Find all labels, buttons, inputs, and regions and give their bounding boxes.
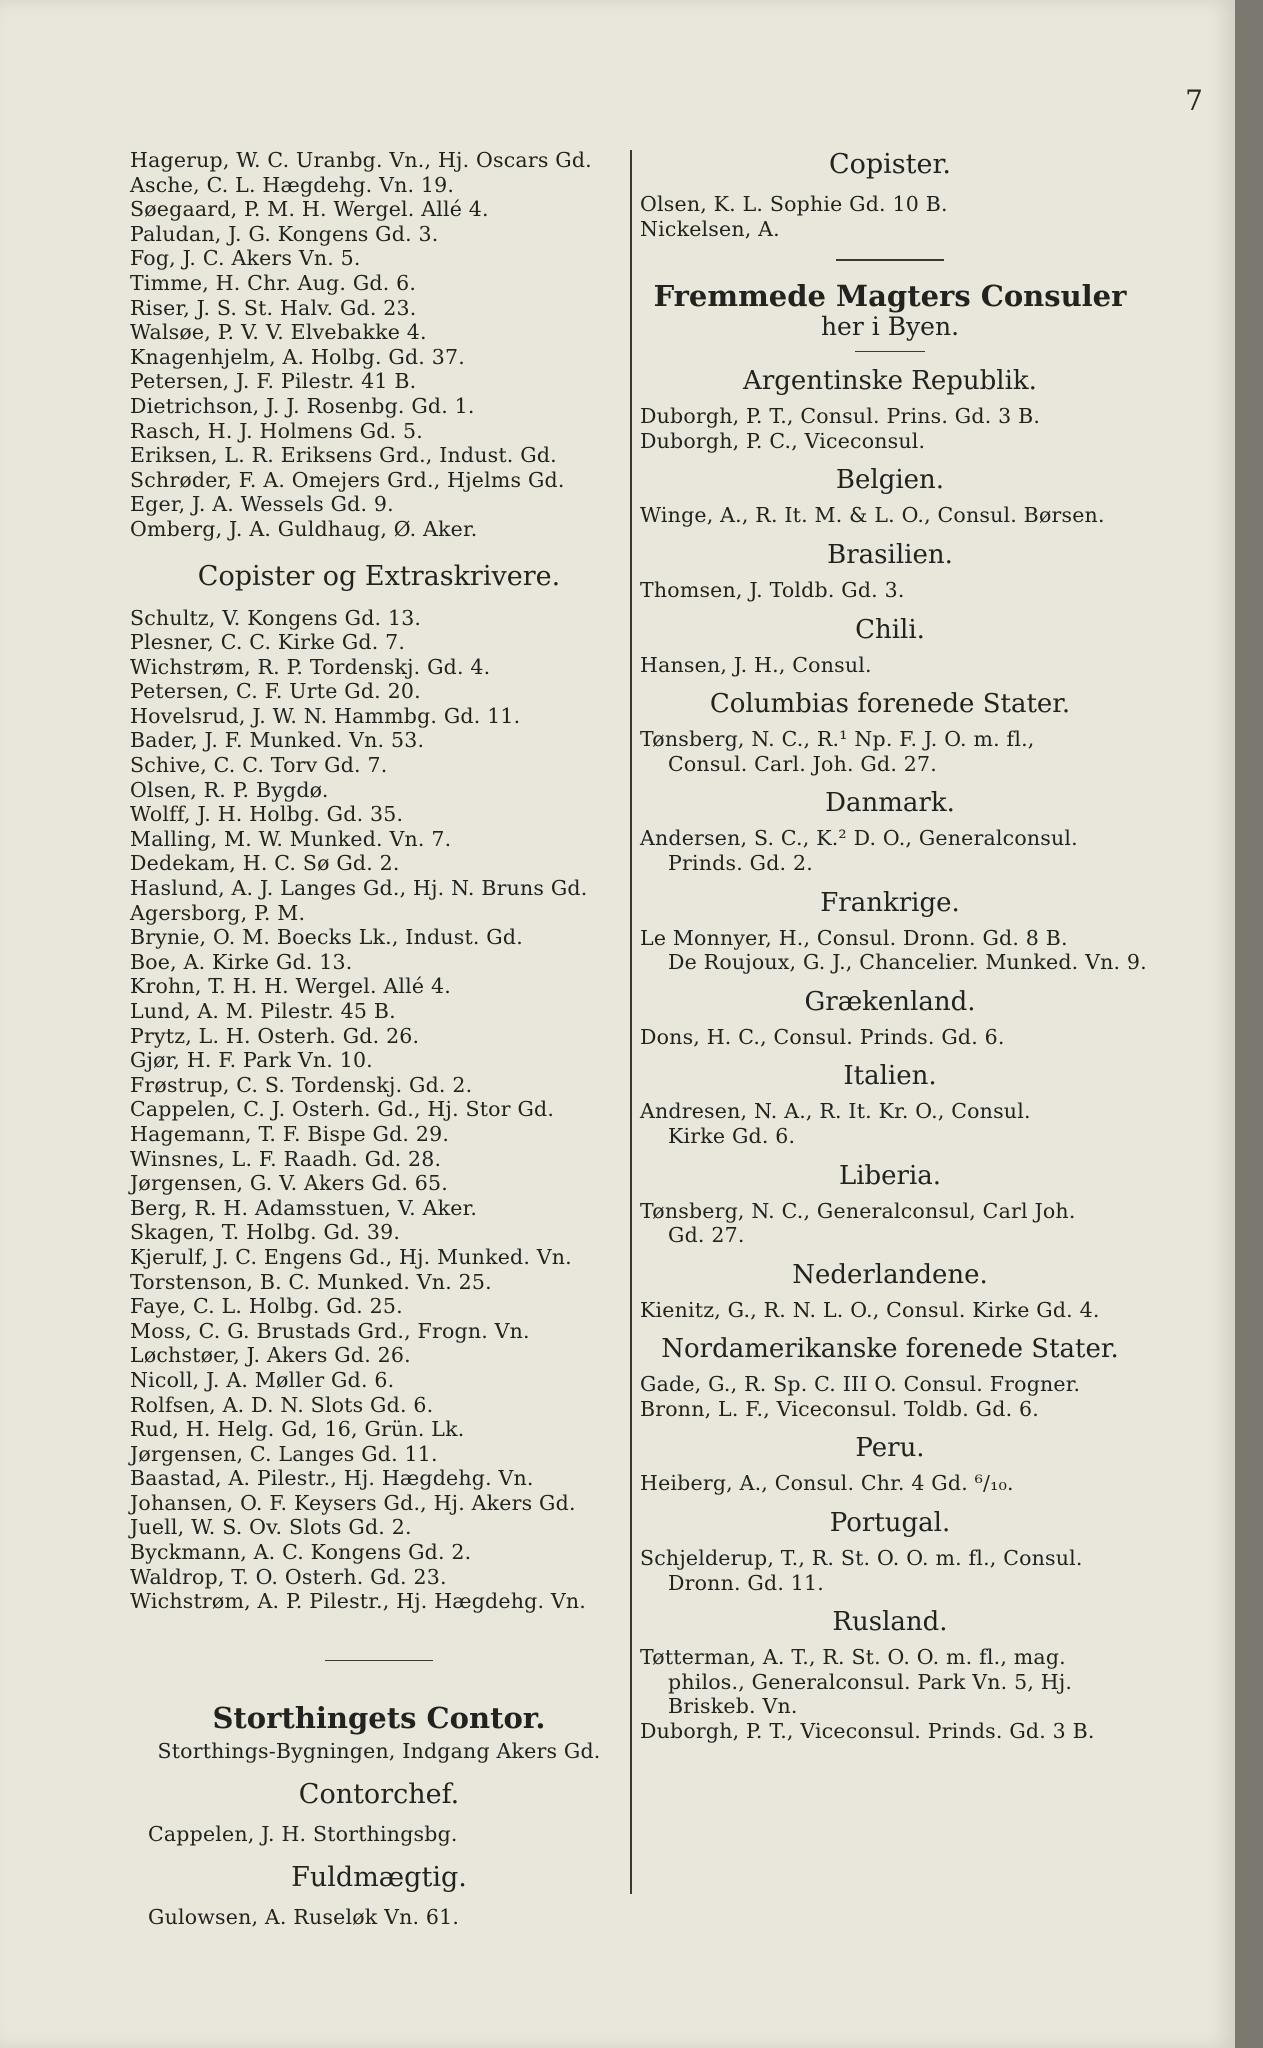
consul-entry: Prinds. Gd. 2.: [668, 850, 813, 875]
officer-list: [130, 148, 628, 542]
country-heading: Argentinske Republik.: [743, 366, 1037, 397]
directory-entry: Jørgensen, G. V. Akers Gd. 65.: [130, 1171, 448, 1196]
directory-entry: Nicoll, J. A. Møller Gd. 6.: [130, 1367, 395, 1392]
directory-entry: Eriksen, L. R. Eriksens Grd., Indust. Gd.: [130, 443, 557, 468]
directory-entry: Wichstrøm, R. P. Tordenskj. Gd. 4.: [130, 654, 491, 679]
consul-entry: Tønsberg, N. C., R.¹ Np. F. J. O. m. fl.,: [640, 727, 1035, 752]
directory-entry: Løchstøer, J. Akers Gd. 26.: [130, 1343, 411, 1368]
country-heading: Chili.: [855, 614, 925, 645]
country-heading: Grækenland.: [804, 986, 976, 1017]
directory-entry: Kjerulf, J. C. Engens Gd., Hj. Munked. Vn.: [130, 1244, 572, 1269]
directory-entry: Schive, C. C. Torv Gd. 7.: [130, 753, 388, 778]
directory-entry: Cappelen, C. J. Osterh. Gd., Hj. Stor Gd.: [130, 1097, 555, 1122]
directory-entry: Wolff, J. H. Holbg. Gd. 35.: [130, 802, 404, 827]
directory-entry: Torstenson, B. C. Munked. Vn. 25.: [130, 1269, 492, 1294]
directory-entry: Eger, J. A. Wessels Gd. 9.: [130, 492, 394, 517]
directory-entry: Dietrichson, J. J. Rosenbg. Gd. 1.: [130, 393, 475, 418]
directory-entry: Knagenhjelm, A. Holbg. Gd. 37.: [130, 344, 465, 369]
consul-entry: Tøtterman, A. T., R. St. O. O. m. fl., mag.: [640, 1645, 1066, 1670]
consul-entry: Bronn, L. F., Viceconsul. Toldb. Gd. 6.: [640, 1396, 1039, 1421]
country-heading: Brasilien.: [827, 539, 953, 570]
agent-entry: Gulowsen, A. Ruseløk Vn. 61.: [148, 1904, 460, 1929]
directory-entry: Agersborg, P. M.: [130, 900, 306, 925]
directory-entry: Byckmann, A. C. Kongens Gd. 2.: [130, 1540, 472, 1565]
agent-heading: Fuldmægtig.: [291, 1861, 467, 1893]
directory-entry: Olsen, R. P. Bygdø.: [130, 777, 329, 802]
directory-entry: Timme, H. Chr. Aug. Gd. 6.: [130, 270, 417, 295]
consul-entry: Thomsen, J. Toldb. Gd. 3.: [640, 577, 905, 602]
directory-entry: Malling, M. W. Munked. Vn. 7.: [130, 826, 452, 851]
directory-entry: Prytz, L. H. Osterh. Gd. 26.: [130, 1023, 420, 1048]
directory-entry: Skagen, T. Holbg. Gd. 39.: [130, 1220, 401, 1245]
directory-entry: Hovelsrud, J. W. N. Hammbg. Gd. 11.: [130, 703, 521, 728]
directory-entry: Hagerup, W. C. Uranbg. Vn., Hj. Oscars Gd.: [130, 148, 592, 172]
chief-entry: Cappelen, J. H. Storthingsbg.: [148, 1821, 458, 1846]
directory-entry: Gjør, H. F. Park Vn. 10.: [130, 1048, 373, 1073]
directory-entry: Brynie, O. M. Boecks Lk., Indust. Gd.: [130, 925, 523, 950]
directory-entry: Schultz, V. Kongens Gd. 13.: [130, 605, 422, 630]
directory-entry: Winsnes, L. F. Raadh. Gd. 28.: [130, 1146, 442, 1171]
consul-entry: Duborgh, P. T., Viceconsul. Prinds. Gd. 3 B.: [640, 1719, 1095, 1744]
country-heading: Italien.: [843, 1061, 937, 1092]
directory-entry: Asche, C. L. Hægdehg. Vn. 19.: [130, 172, 455, 197]
directory-entry: Plesner, C. C. Kirke Gd. 7.: [130, 630, 406, 655]
directory-entry: Petersen, J. F. Pilestr. 41 B.: [130, 369, 417, 394]
directory-entry: Paludan, J. G. Kongens Gd. 3.: [130, 221, 439, 246]
consul-entry: Andersen, S. C., K.² D. O., Generalconsul.: [640, 826, 1078, 851]
left-column: [130, 148, 628, 1929]
directory-entry: Riser, J. S. St. Halv. Gd. 23.: [130, 295, 417, 320]
consul-list: [640, 364, 1147, 1744]
consul-entry: Tønsberg, N. C., Generalconsul, Carl Joh.: [640, 1198, 1076, 1223]
page-number: 7: [1185, 84, 1203, 117]
consul-entry: Duborgh, P. C., Viceconsul.: [640, 428, 926, 453]
country-heading: Nederlandene.: [792, 1259, 988, 1290]
storting-address: Storthings-Bygningen, Indgang Akers Gd.: [157, 1739, 601, 1764]
country-heading: Danmark.: [825, 788, 955, 819]
consul-entry: Duborgh, P. T., Consul. Prins. Gd. 3 B.: [640, 404, 1041, 429]
consul-entry: Le Monnyer, H., Consul. Dronn. Gd. 8 B.: [640, 925, 1068, 950]
consul-entry: Dronn. Gd. 11.: [668, 1570, 824, 1595]
directory-entry: Baastad, A. Pilestr., Hj. Hægdehg. Vn.: [130, 1466, 534, 1491]
right-column: [640, 148, 1147, 1744]
consuls-heading: Fremmede Magters Consuler: [653, 278, 1127, 313]
directory-entry: Lund, A. M. Pilestr. 45 B.: [130, 999, 396, 1023]
directory-entry: Haslund, A. J. Langes Gd., Hj. N. Bruns Gd.: [130, 876, 588, 901]
consul-entry: Winge, A., R. It. M. & L. O., Consul. Børsen.: [640, 503, 1105, 528]
country-heading: Portugal.: [829, 1508, 951, 1539]
copister-list: [130, 606, 628, 1614]
chief-heading: Contorchef.: [298, 1778, 460, 1810]
directory-entry: Fog, J. C. Akers Vn. 5.: [130, 246, 361, 271]
country-heading: Liberia.: [838, 1160, 942, 1191]
consul-entry: philos., Generalconsul. Park Vn. 5, Hj.: [668, 1669, 1073, 1694]
consuls-subheading: her i Byen.: [820, 311, 960, 341]
country-heading: Columbias forenede Stater.: [709, 689, 1071, 720]
directory-entry: Faye, C. L. Holbg. Gd. 25.: [130, 1294, 403, 1319]
directory-entry: Moss, C. G. Brustads Grd., Frogn. Vn.: [130, 1318, 530, 1343]
country-heading: Peru.: [855, 1433, 925, 1464]
right-copister-heading: Copister.: [828, 149, 952, 180]
separator-rule: [325, 1660, 433, 1662]
directory-entry: Rolfsen, A. D. N. Slots Gd. 6.: [130, 1392, 434, 1417]
directory-entry: Rud, H. Helg. Gd, 16, Grün. Lk.: [130, 1417, 465, 1442]
directory-entry: Berg, R. H. Adamsstuen, V. Aker.: [130, 1195, 478, 1220]
directory-entry: Walsøe, P. V. V. Elvebakke 4.: [130, 320, 427, 345]
directory-entry: Wichstrøm, A. P. Pilestr., Hj. Hægdehg. Vn.: [130, 1589, 586, 1614]
directory-entry: Krohn, T. H. H. Wergel. Allé 4.: [130, 974, 451, 999]
consul-entry: Hansen, J. H., Consul.: [640, 652, 872, 677]
separator-rule: [836, 259, 944, 261]
directory-entry: Frøstrup, C. S. Tordenskj. Gd. 2.: [130, 1072, 473, 1097]
consul-entry: Briskeb. Vn.: [668, 1694, 798, 1719]
directory-entry: Boe, A. Kirke Gd. 13.: [130, 949, 353, 974]
consul-entry: Consul. Carl. Joh. Gd. 27.: [668, 751, 937, 776]
consul-entry: Schjelderup, T., R. St. O. O. m. fl., Consul.: [640, 1546, 1083, 1571]
directory-entry: Hagemann, T. F. Bispe Gd. 29.: [130, 1121, 450, 1146]
consul-entry: De Roujoux, G. J., Chancelier. Munked. Vn. 9.: [668, 950, 1147, 975]
directory-entry: Schrøder, F. A. Omejers Grd., Hjelms Gd.: [130, 467, 565, 492]
storting-heading: Storthingets Contor.: [212, 1701, 546, 1736]
copister-extra-heading: Copister og Extraskrivere.: [197, 560, 561, 592]
country-heading: Belgien.: [835, 465, 945, 496]
country-heading: Nordamerikanske forenede Stater.: [661, 1334, 1119, 1365]
consul-entry: Dons, H. C., Consul. Prinds. Gd. 6.: [640, 1024, 1005, 1049]
directory-entry: Bader, J. F. Munked. Vn. 53.: [130, 728, 425, 753]
separator-rule: [855, 351, 925, 353]
consul-entry: Gade, G., R. Sp. C. III O. Consul. Frogner.: [640, 1372, 1081, 1397]
right-copister-entry: Nickelsen, A.: [640, 216, 780, 241]
country-heading: Rusland.: [832, 1607, 948, 1638]
directory-entry: Dedekam, H. C. Sø Gd. 2.: [130, 851, 400, 876]
column-divider: [630, 150, 632, 1894]
consul-entry: Kirke Gd. 6.: [668, 1123, 796, 1148]
directory-entry: Waldrop, T. O. Osterh. Gd. 23.: [130, 1564, 447, 1589]
directory-entry: Johansen, O. F. Keysers Gd., Hj. Akers Gd.: [130, 1490, 576, 1515]
directory-entry: Juell, W. S. Ov. Slots Gd. 2.: [130, 1515, 412, 1540]
country-heading: Frankrige.: [820, 887, 960, 918]
directory-entry: Petersen, C. F. Urte Gd. 20.: [130, 679, 421, 704]
directory-entry: Søegaard, P. M. H. Wergel. Allé 4.: [130, 197, 489, 222]
consul-entry: Kienitz, G., R. N. L. O., Consul. Kirke Gd. 4.: [640, 1297, 1100, 1322]
consul-entry: Gd. 27.: [668, 1223, 745, 1248]
directory-entry: Rasch, H. J. Holmens Gd. 5.: [130, 418, 424, 443]
consul-entry: Andresen, N. A., R. It. Kr. O., Consul.: [640, 1099, 1031, 1124]
directory-entry: Omberg, J. A. Guldhaug, Ø. Aker.: [130, 516, 478, 541]
right-copister-entry: Olsen, K. L. Sophie Gd. 10 B.: [640, 192, 948, 216]
consul-entry: Heiberg, A., Consul. Chr. 4 Gd. ⁶/₁₀.: [640, 1471, 1014, 1496]
directory-entry: Jørgensen, C. Langes Gd. 11.: [130, 1441, 438, 1466]
